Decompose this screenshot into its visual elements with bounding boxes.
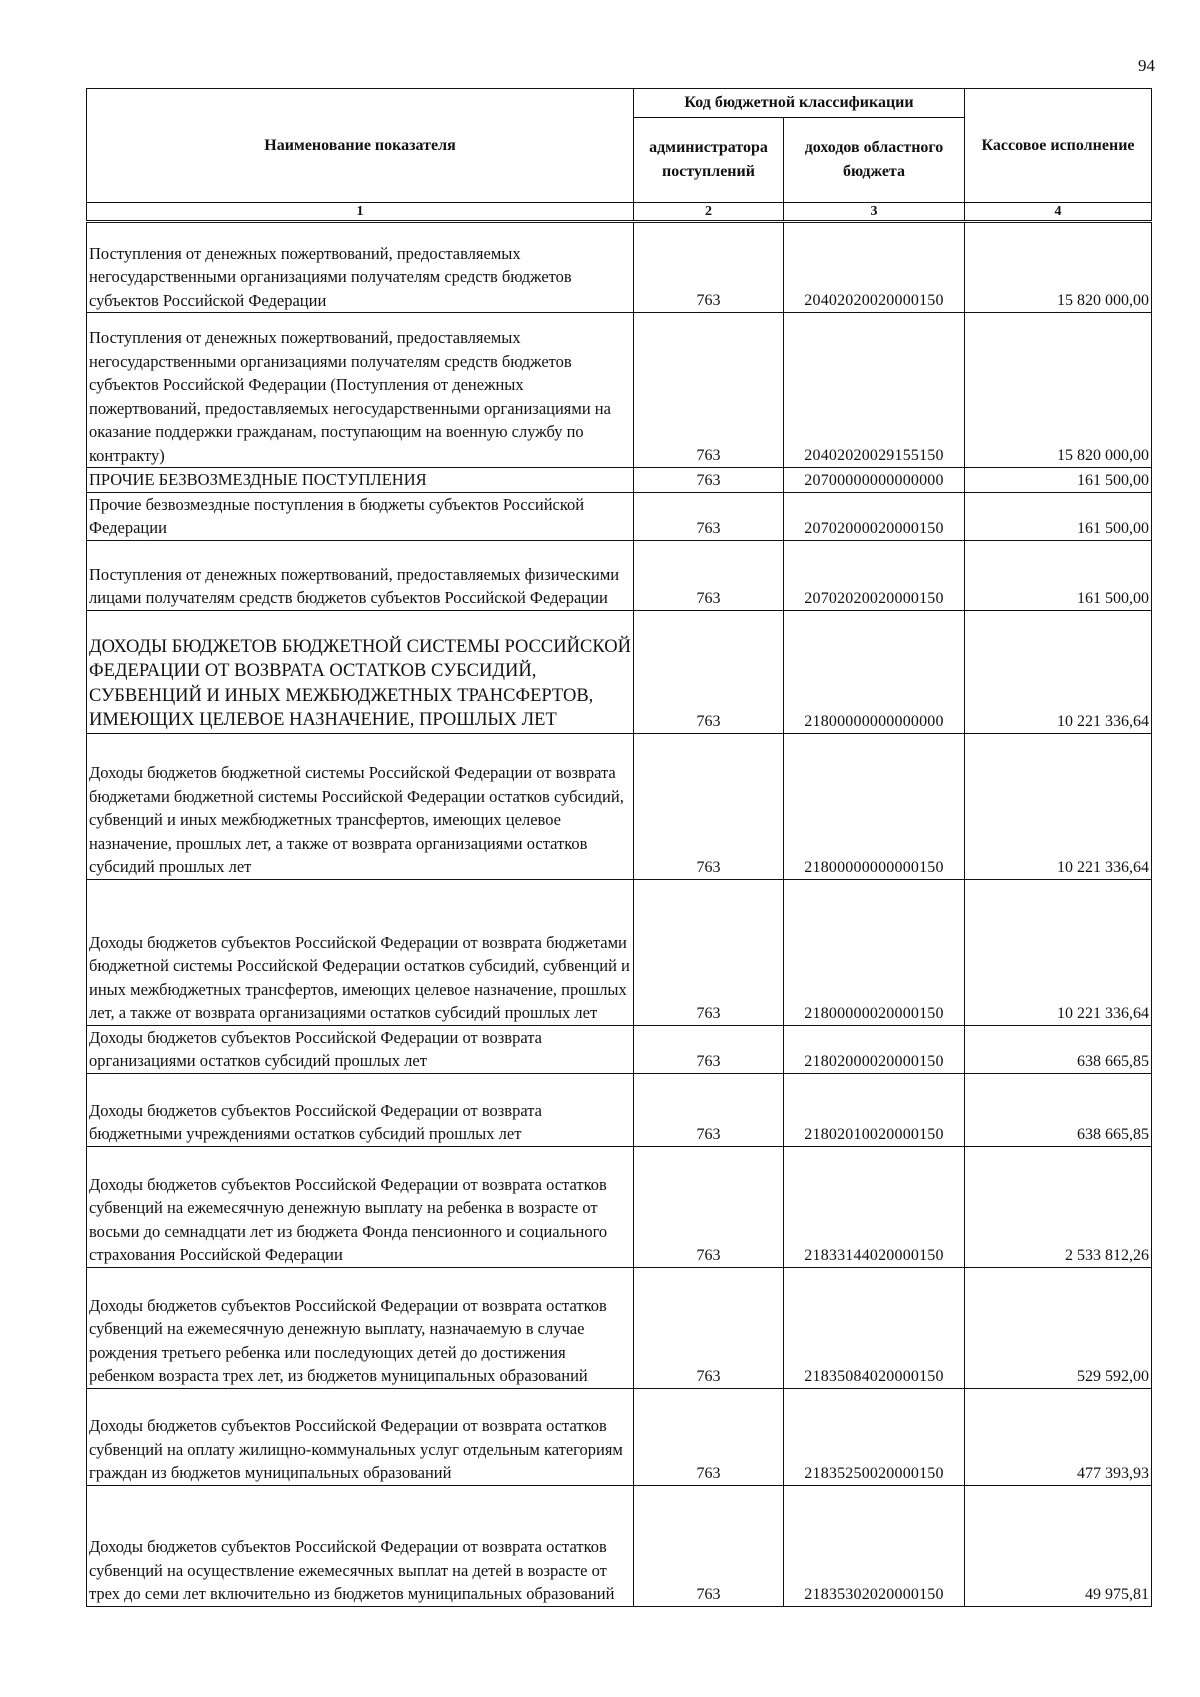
row-name: Доходы бюджетов субъектов Российской Федерации от возврата остатков субвенций на осуществление ежемесячных выплат на детей в возрасте от трех до семи лет включительно из бюджетов муниципальных образований <box>87 1485 634 1606</box>
row-code: 21800000020000150 <box>784 879 965 1025</box>
table-row <box>87 610 1152 733</box>
table-row <box>87 1146 1152 1267</box>
row-name: Доходы бюджетов субъектов Российской Федерации от возврата остатков субвенций на ежемесячную денежную выплату, назначаемую в случае рождения третьего ребенка или последующих детей до достижения ребенком возраста трех лет, из бюджетов муниципальных образований <box>87 1267 634 1388</box>
row-name: Доходы бюджетов субъектов Российской Федерации от возврата организациями остатков субсидий прошлых лет <box>87 1025 634 1073</box>
row-name: Прочие безвозмездные поступления в бюджеты субъектов Российской Федерации <box>87 492 634 540</box>
row-amount: 161 500,00 <box>965 468 1152 493</box>
row-code: 21802010020000150 <box>784 1073 965 1146</box>
header-code-group: Код бюджетной классификации <box>634 89 965 118</box>
row-admin: 763 <box>634 733 784 879</box>
row-name: ПРОЧИЕ БЕЗВОЗМЕЗДНЫЕ ПОСТУПЛЕНИЯ <box>87 468 634 493</box>
row-admin: 763 <box>634 1388 784 1485</box>
row-amount: 49 975,81 <box>965 1485 1152 1606</box>
row-admin: 763 <box>634 1267 784 1388</box>
header-admin: администратора поступлений <box>634 118 784 203</box>
revenue-table <box>86 88 1152 1607</box>
row-amount: 638 665,85 <box>965 1025 1152 1073</box>
row-admin: 763 <box>634 222 784 313</box>
col-number-1: 1 <box>87 203 634 222</box>
row-admin: 763 <box>634 610 784 733</box>
row-amount: 10 221 336,64 <box>965 879 1152 1025</box>
row-name: Доходы бюджетов субъектов Российской Федерации от возврата бюджетами бюджетной системы Российской Федерации остатков субсидий, субвенций и иных межбюджетных трансфертов, имеющих целевое назначение, прошлых лет, а также от возврата организациями остатков субсидий прошлых лет <box>87 879 634 1025</box>
row-name: Доходы бюджетов субъектов Российской Федерации от возврата остатков субвенций на ежемесячную денежную выплату на ребенка в возрасте от восьми до семнадцати лет из бюджета Фонда пенсионного и социального страхования Российской Федерации <box>87 1146 634 1267</box>
col-number-4: 4 <box>965 203 1152 222</box>
page-number: 94 <box>1138 56 1155 75</box>
table-row <box>87 879 1152 1025</box>
row-code: 20700000000000000 <box>784 468 965 493</box>
table-row <box>87 468 1152 493</box>
row-amount: 10 221 336,64 <box>965 610 1152 733</box>
row-name: Поступления от денежных пожертвований, предоставляемых негосударственными организациями получателям средств бюджетов субъектов Российской Федерации <box>87 222 634 313</box>
row-code: 20402020020000150 <box>784 222 965 313</box>
row-code: 20702020020000150 <box>784 540 965 610</box>
row-admin: 763 <box>634 492 784 540</box>
table-row <box>87 1025 1152 1073</box>
table-row <box>87 222 1152 313</box>
row-code: 21833144020000150 <box>784 1146 965 1267</box>
row-code: 20402020029155150 <box>784 313 965 468</box>
row-code: 21800000000000000 <box>784 610 965 733</box>
row-amount: 15 820 000,00 <box>965 313 1152 468</box>
row-name: Доходы бюджетов субъектов Российской Федерации от возврата бюджетными учреждениями остатков субсидий прошлых лет <box>87 1073 634 1146</box>
row-amount: 161 500,00 <box>965 492 1152 540</box>
row-name: Доходы бюджетов бюджетной системы Российской Федерации от возврата бюджетами бюджетной системы Российской Федерации остатков субсидий, субвенций и иных межбюджетных трансфертов, имеющих целевое назначение, прошлых лет, а также от возврата организациями остатков субсидий прошлых лет <box>87 733 634 879</box>
table-row <box>87 1267 1152 1388</box>
row-admin: 763 <box>634 468 784 493</box>
row-name: Поступления от денежных пожертвований, предоставляемых физическими лицами получателям средств бюджетов субъектов Российской Федерации <box>87 540 634 610</box>
col-number-2: 2 <box>634 203 784 222</box>
row-admin: 763 <box>634 1073 784 1146</box>
row-amount: 638 665,85 <box>965 1073 1152 1146</box>
table-row <box>87 733 1152 879</box>
row-amount: 10 221 336,64 <box>965 733 1152 879</box>
row-code: 20702000020000150 <box>784 492 965 540</box>
row-admin: 763 <box>634 313 784 468</box>
table-row <box>87 1485 1152 1606</box>
row-admin: 763 <box>634 879 784 1025</box>
row-code: 21835084020000150 <box>784 1267 965 1388</box>
row-name: ДОХОДЫ БЮДЖЕТОВ БЮДЖЕТНОЙ СИСТЕМЫ РОССИЙСКОЙ ФЕДЕРАЦИИ ОТ ВОЗВРАТА ОСТАТКОВ СУБСИДИЙ, СУБВЕНЦИЙ И ИНЫХ МЕЖБЮДЖЕТНЫХ ТРАНСФЕРТОВ, ИМЕЮЩИХ ЦЕЛЕВОЕ НАЗНАЧЕНИЕ, ПРОШЛЫХ ЛЕТ <box>87 610 634 733</box>
row-amount: 2 533 812,26 <box>965 1146 1152 1267</box>
row-amount: 161 500,00 <box>965 540 1152 610</box>
row-admin: 763 <box>634 1025 784 1073</box>
row-code: 21802000020000150 <box>784 1025 965 1073</box>
row-amount: 15 820 000,00 <box>965 222 1152 313</box>
header-income-code: доходов областного бюджета <box>784 118 965 203</box>
row-code: 21835250020000150 <box>784 1388 965 1485</box>
header-execution: Кассовое исполнение <box>965 89 1152 203</box>
table-row <box>87 313 1152 468</box>
table-row <box>87 540 1152 610</box>
row-amount: 529 592,00 <box>965 1267 1152 1388</box>
row-amount: 477 393,93 <box>965 1388 1152 1485</box>
row-admin: 763 <box>634 1146 784 1267</box>
row-code: 21800000000000150 <box>784 733 965 879</box>
row-name: Доходы бюджетов субъектов Российской Федерации от возврата остатков субвенций на оплату жилищно-коммунальных услуг отдельным категориям граждан из бюджетов муниципальных образований <box>87 1388 634 1485</box>
col-number-3: 3 <box>784 203 965 222</box>
table-row <box>87 1073 1152 1146</box>
header-name: Наименование показателя <box>87 89 634 203</box>
table-row <box>87 1388 1152 1485</box>
row-code: 21835302020000150 <box>784 1485 965 1606</box>
row-name: Поступления от денежных пожертвований, предоставляемых негосударственными организациями получателям средств бюджетов субъектов Российской Федерации (Поступления от денежных пожертвований, предоставляемых негосударственными организациями на оказание поддержки гражданам, поступающим на военную службу по контракту) <box>87 313 634 468</box>
table-row <box>87 492 1152 540</box>
row-admin: 763 <box>634 540 784 610</box>
row-admin: 763 <box>634 1485 784 1606</box>
